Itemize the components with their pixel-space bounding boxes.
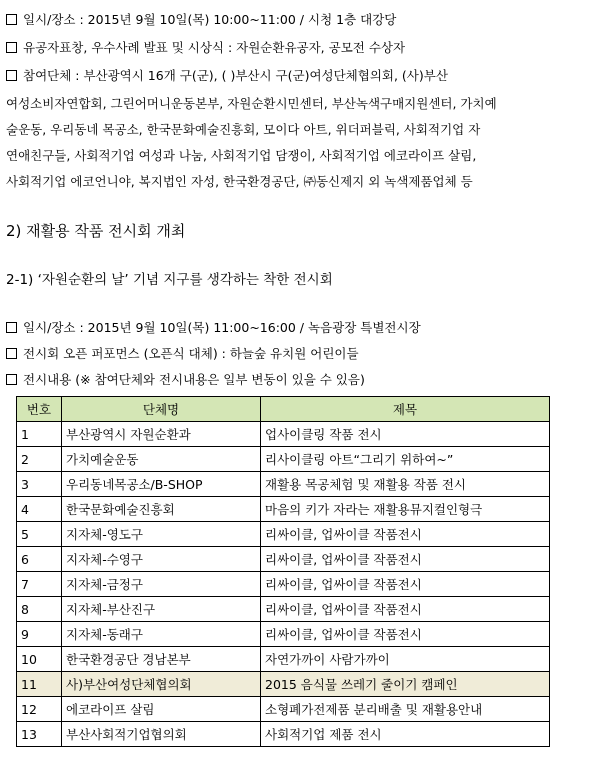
row-number: 3 <box>17 472 62 497</box>
row-number: 11 <box>17 672 62 697</box>
row-number: 8 <box>17 597 62 622</box>
row-number: 1 <box>17 422 62 447</box>
table-row <box>17 447 550 472</box>
s1-participants-line-3: 술운동, 우리동네 목공소, 한국문화예술진흥회, 모이다 아트, 위더퍼블릭, 사회적기업 자 <box>6 122 481 137</box>
row-organization: 가치예술운동 <box>62 447 261 472</box>
row-number: 13 <box>17 722 62 747</box>
row-title: 업사이클링 작품 전시 <box>261 422 550 447</box>
table-row <box>17 422 550 447</box>
s1-date-place: 일시/장소 : 2015년 9월 10일(목) 10:00~11:00 / 시청 1층 대강당 <box>6 10 594 28</box>
checkbox-icon <box>6 14 17 25</box>
table-row <box>17 697 550 722</box>
table-row <box>17 722 550 747</box>
table-row <box>17 472 550 497</box>
s1-participants-line-4: 연애친구들, 사회적기업 여성과 나눔, 사회적기업 담쟁이, 사회적기업 에코라이프 살림, <box>6 148 477 163</box>
row-title: 사회적기업 제품 전시 <box>261 722 550 747</box>
row-organization: 부산광역시 자원순환과 <box>62 422 261 447</box>
row-number: 4 <box>17 497 62 522</box>
row-organization: 지자체-금정구 <box>62 572 261 597</box>
row-organization: 지자체-수영구 <box>62 547 261 572</box>
table-row <box>17 547 550 572</box>
row-organization: 사)부산여성단체협의회 <box>62 672 261 697</box>
row-title: 자연가까이 사람가까이 <box>261 647 550 672</box>
row-organization: 한국문화예술진흥회 <box>62 497 261 522</box>
header-title: 제목 <box>261 397 550 422</box>
row-organization: 부산사회적기업협의회 <box>62 722 261 747</box>
row-organization: 지자체-동래구 <box>62 622 261 647</box>
row-title: 리싸이클, 업싸이클 작품전시 <box>261 622 550 647</box>
section-title: 2) 재활용 작품 전시회 개최 <box>6 222 186 240</box>
row-number: 2 <box>17 447 62 472</box>
checkbox-icon <box>6 348 17 359</box>
checkbox-icon <box>6 70 17 81</box>
row-organization: 에코라이프 살림 <box>62 697 261 722</box>
table-row <box>17 572 550 597</box>
s2-content: 전시내용 (※ 참여단체와 전시내용은 일부 변동이 있을 수 있음) <box>6 370 594 388</box>
row-title: 마음의 키가 자라는 재활용뮤지컬인형극 <box>261 497 550 522</box>
row-title: 리싸이클, 업싸이클 작품전시 <box>261 547 550 572</box>
row-title: 리싸이클, 업싸이클 작품전시 <box>261 597 550 622</box>
row-number: 12 <box>17 697 62 722</box>
row-number: 9 <box>17 622 62 647</box>
s1-participants-line-2: 여성소비자연합회, 그린어머니운동본부, 자원순환시민센터, 부산녹색구매지원센터, 가치예 <box>6 96 497 111</box>
s2-opening: 전시회 오픈 퍼포먼스 (오픈식 대체) : 하늘숲 유치원 어린이들 <box>6 344 594 362</box>
table-row <box>17 622 550 647</box>
row-title: 리싸이클, 업싸이클 작품전시 <box>261 572 550 597</box>
row-organization: 우리동네목공소/B-SHOP <box>62 472 261 497</box>
table-row <box>17 647 550 672</box>
row-number: 5 <box>17 522 62 547</box>
table-header-row <box>17 397 550 422</box>
section-subtitle: 2-1) ‘자원순환의 날’ 기념 지구를 생각하는 착한 전시회 <box>6 272 333 288</box>
s1-participants-line-5: 사회적기업 에코언니야, 복지법인 자성, 한국환경공단, ㈜동신제지 외 녹색제품업체 등 <box>6 174 473 189</box>
header-organization: 단체명 <box>62 397 261 422</box>
row-organization: 지자체-영도구 <box>62 522 261 547</box>
header-number: 번호 <box>17 397 62 422</box>
checkbox-icon <box>6 42 17 53</box>
row-organization: 한국환경공단 경남본부 <box>62 647 261 672</box>
checkbox-icon <box>6 374 17 385</box>
table-row <box>17 597 550 622</box>
row-organization: 지자체-부산진구 <box>62 597 261 622</box>
s1-participants-line-1: 참여단체 : 부산광역시 16개 구(군), ( )부산시 구(군)여성단체협의회, (사)부산 <box>6 66 594 84</box>
exhibit-table <box>16 396 550 747</box>
row-number: 7 <box>17 572 62 597</box>
row-title: 재활용 목공체험 및 재활용 작품 전시 <box>261 472 550 497</box>
row-title: 소형폐가전제품 분리배출 및 재활용안내 <box>261 697 550 722</box>
table-row <box>17 672 550 697</box>
row-title: 2015 음식물 쓰레기 줄이기 캠페인 <box>261 672 550 697</box>
table-row <box>17 497 550 522</box>
row-number: 6 <box>17 547 62 572</box>
checkbox-icon <box>6 322 17 333</box>
row-number: 10 <box>17 647 62 672</box>
row-title: 리싸이클, 업싸이클 작품전시 <box>261 522 550 547</box>
s2-date-place: 일시/장소 : 2015년 9월 10일(목) 11:00~16:00 / 녹음광장 특별전시장 <box>6 318 594 336</box>
row-title: 리사이클링 아트“그리기 위하여~” <box>261 447 550 472</box>
s1-award: 유공자표창, 우수사례 발표 및 시상식 : 자원순환유공자, 공모전 수상자 <box>6 38 594 56</box>
table-row <box>17 522 550 547</box>
